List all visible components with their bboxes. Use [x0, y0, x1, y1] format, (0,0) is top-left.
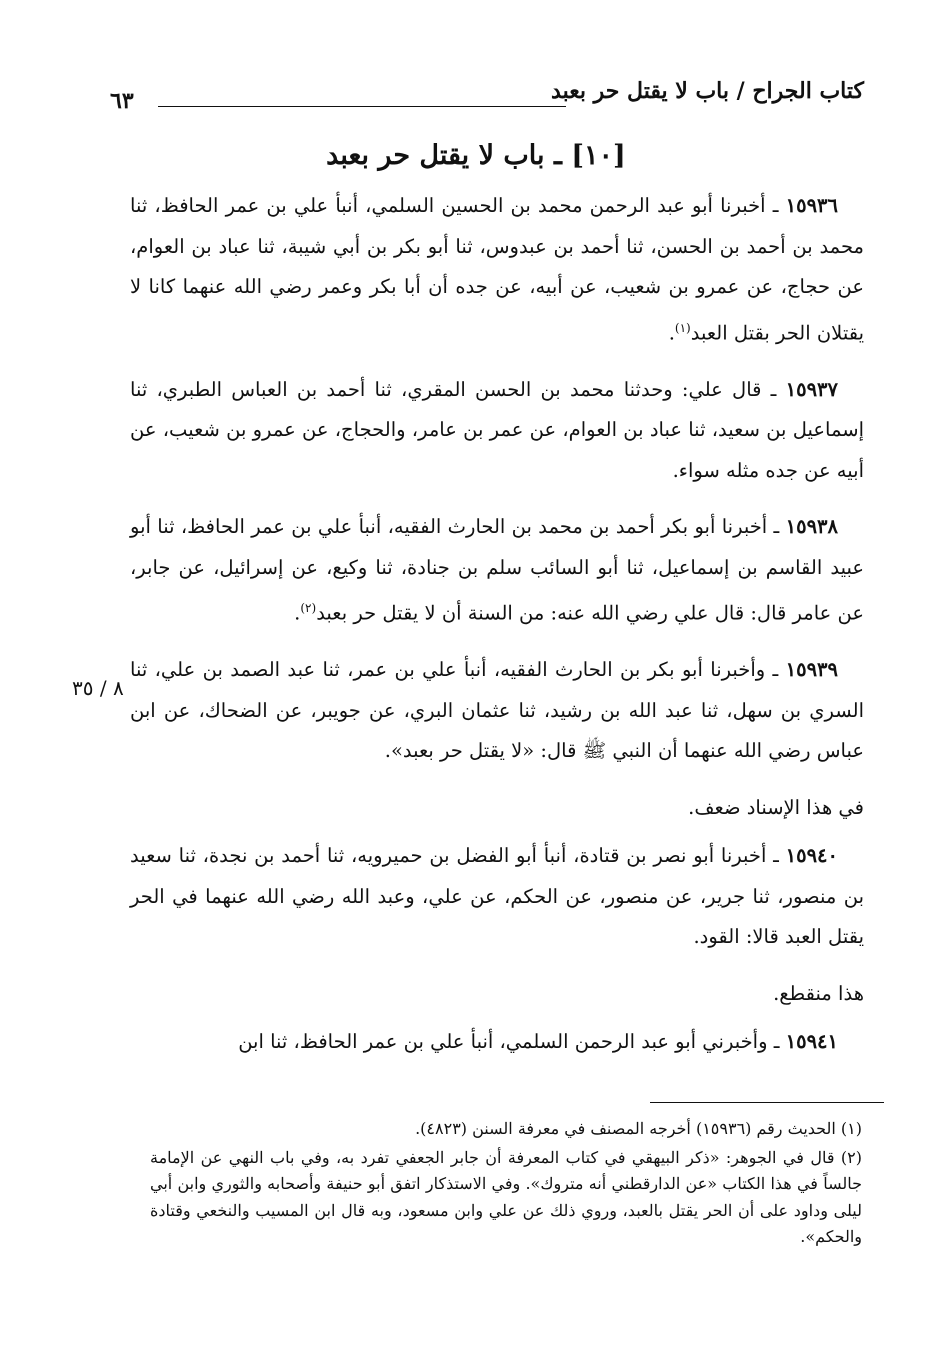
- hadith-number: ١٥٩٤١: [785, 1030, 838, 1053]
- page-number: ٦٣: [110, 88, 134, 114]
- running-title: كتاب الجراح / باب لا يقتل حر بعبد: [551, 78, 864, 104]
- footnote: [150, 1116, 862, 1143]
- footnote: [150, 1145, 862, 1251]
- commentary-line: في هذا الإسناد ضعف.: [688, 795, 864, 819]
- commentary-line: هذا منقطع.: [773, 981, 864, 1005]
- footnote-mark: (٢): [840, 1147, 862, 1167]
- hadith-text: ـ قال علي: وحدثنا محمد بن الحسن المقري، ثنا أحمد بن العباس الطبري، ثنا إسماعيل بن سعيد، ثنا عباد بن العوام، عن عمر بن عامر، والحجاج، عن عمرو بن شعيب، عن أبيه عن جده مثله سواء.: [130, 377, 864, 482]
- footnote-marker[interactable]: (١): [674, 320, 691, 335]
- hadith-paragraph: [130, 1022, 864, 1063]
- body-text: [130, 186, 864, 1079]
- hadith-number: ١٥٩٣٩: [785, 658, 838, 681]
- hadith-paragraph: [130, 370, 864, 492]
- running-header: [110, 72, 864, 112]
- hadith-text: ـ أخبرنا أبو نصر بن قتادة، أنبأ أبو الفضل بن حميرويه، ثنا أحمد بن نجدة، ثنا سعيد بن منصور، ثنا جرير، عن منصور، عن الحكم، عن علي، وعبد الله رضي الله عنهما في الحر يقتل العبد قالا: القود.: [130, 844, 864, 948]
- hadith-number: ١٥٩٣٨: [785, 515, 838, 538]
- hadith-number: ١٥٩٣٦: [785, 194, 838, 217]
- footnote-text: الحديث رقم (١٥٩٣٦) أخرجه المصنف في معرفة السنن (٤٨٢٣).: [415, 1119, 841, 1138]
- header-rule: [158, 106, 566, 107]
- hadith-number: ١٥٩٤٠: [785, 844, 838, 867]
- footnote-text: قال في الجوهر: «ذكر البيهقي في كتاب المعرفة أن جابر الجعفي تفرد به، وفي باب النهي عن الإمامة جالساً في هذا الكتاب «عن الدارقطني أنه متروك». وفي الاستذكار اتفق أبو حنيفة وأصحابه والثوري وابن أبي ليلى وداود على أن الحر يقتل بالعبد، وروي ذلك عن علي وابن مسعود، وبه قال ابن المسيب والنخعي وقتادة والحكم».: [150, 1147, 862, 1246]
- hadith-text: ـ وأخبرني أبو عبد الرحمن السلمي، أنبأ علي بن عمر الحافظ، ثنا ابن: [238, 1030, 786, 1053]
- hadith-text: ـ أخبرنا أبو عبد الرحمن محمد بن الحسين السلمي، أنبأ علي بن عمر الحافظ، ثنا محمد بن أحمد بن الحسن، ثنا أحمد بن عبدوس، ثنا أبو بكر بن أبي شيبة، ثنا عباد بن العوام، عن حجاج، عن عمرو بن شعيب، عن أبيه، عن جده أن أبا بكر وعمر رضي الله عنهما كانا لا يقتلان الحر بقتل العبد: [130, 194, 864, 344]
- hadith-paragraph: [130, 507, 864, 634]
- footnote-rule: [650, 1102, 884, 1103]
- footnote-mark: (١): [840, 1119, 862, 1138]
- hadith-number: ١٥٩٣٧: [785, 377, 838, 401]
- hadith-text: ـ أخبرنا أبو بكر أحمد بن محمد بن الحارث الفقيه، أنبأ علي بن عمر الحافظ، ثنا أبو عبيد القاسم بن إسماعيل، ثنا أبو السائب سلم بن جنادة، ثنا وكيع، عن إسرائيل، عن جابر، عن عامر قال: قال علي رضي الله عنه: من السنة أن لا يقتل حر بعبد: [130, 515, 864, 625]
- hadith-paragraph: [130, 836, 864, 958]
- hadith-paragraph: [130, 650, 864, 772]
- margin-reference: ٨ / ٣٥: [72, 676, 124, 700]
- footnotes: [150, 1116, 862, 1253]
- hadith-text: ـ وأخبرنا أبو بكر بن الحارث الفقيه، أنبأ علي بن عمر، ثنا عبد الصمد بن علي، ثنا السري بن سهل، ثنا عبد الله بن رشيد، ثنا عثمان البري، عن جويبر، عن الضحاك، عن ابن عباس رضي الله عنهما أن النبي ﷺ قال: «لا يقتل حر بعبد».: [130, 658, 864, 762]
- chapter-title: [١٠] ـ باب لا يقتل حر بعبد: [326, 140, 626, 171]
- hadith-end: .: [668, 321, 675, 344]
- footnote-marker[interactable]: (٢): [300, 601, 317, 615]
- hadith-paragraph: [130, 186, 864, 354]
- hadith-end: .: [294, 601, 301, 625]
